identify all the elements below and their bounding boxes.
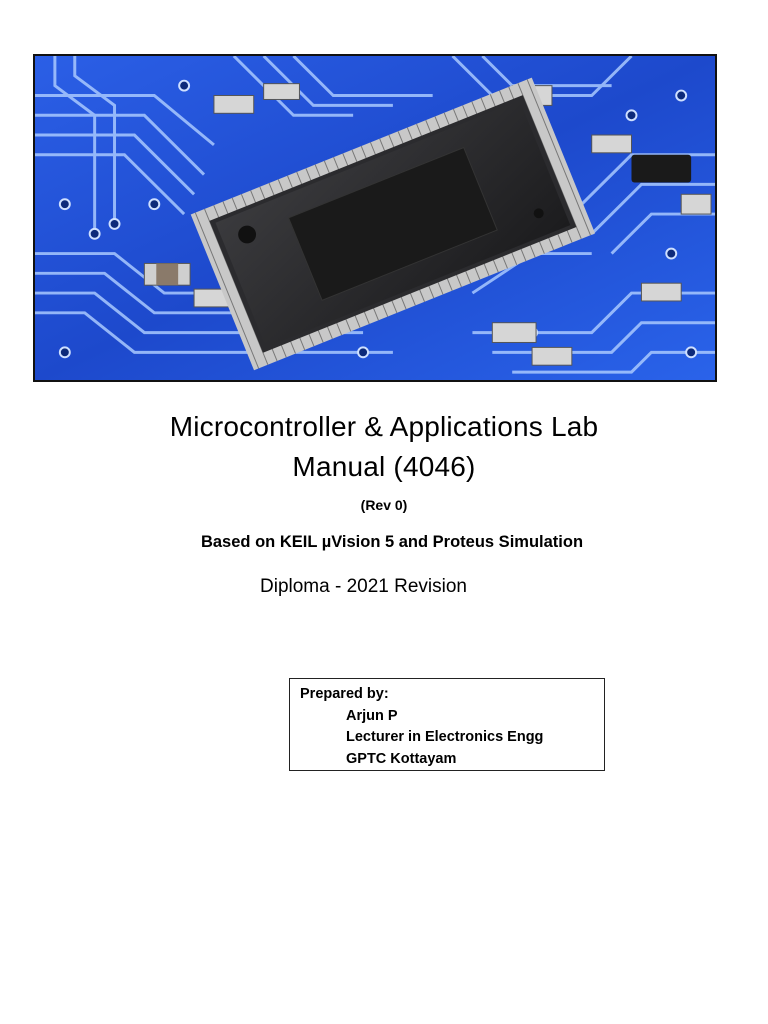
subtitle: Based on KEIL µVision 5 and Proteus Simulation xyxy=(200,533,584,551)
circuit-board-icon xyxy=(35,56,715,380)
prepared-by-box xyxy=(289,678,605,771)
revision-label: (Rev 0) xyxy=(360,497,408,513)
edition-label: Diploma - 2021 Revision xyxy=(260,576,467,597)
cover-image xyxy=(33,54,717,382)
prepared-by-heading: Prepared by: xyxy=(300,686,389,702)
document-title-line-1: Microcontroller & Applications Lab xyxy=(169,411,599,442)
author-institution: GPTC Kottayam xyxy=(346,750,457,767)
author-designation: Lecturer in Electronics Engg xyxy=(346,729,544,745)
document-title-line-2: Manual (4046) xyxy=(292,451,476,482)
author-name: Arjun P xyxy=(346,707,398,724)
